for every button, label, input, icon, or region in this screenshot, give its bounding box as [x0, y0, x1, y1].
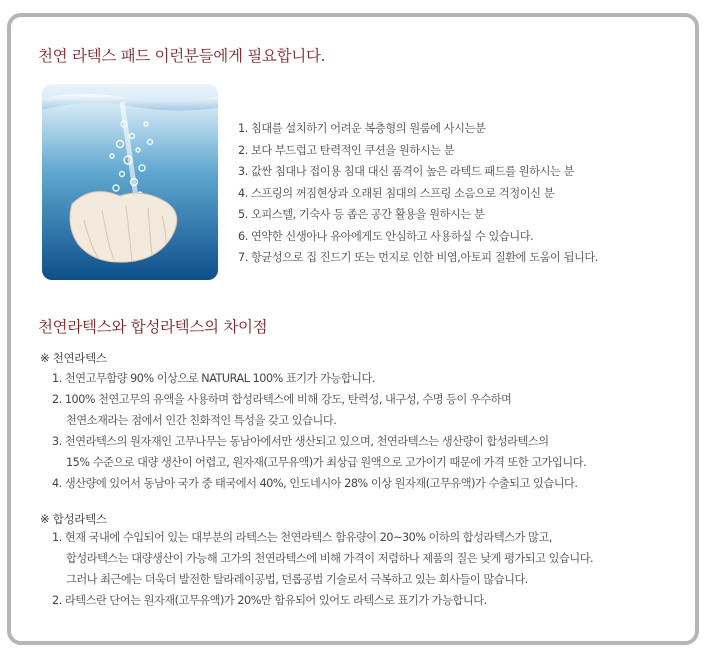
- list-item: 6. 연약한 신생아나 유아에게도 안심하고 사용하실 수 있습니다.: [238, 229, 534, 243]
- list-item: 2. 보다 부드럽고 탄력적인 쿠션을 원하시는 분: [238, 143, 455, 157]
- text-line: 3. 천연라텍스의 원자재인 고무나무는 동남아에서만 생산되고 있으며, 천연라텍스는 생산량이 합성라텍스의: [52, 435, 549, 448]
- synthetic-latex-text: [52, 527, 593, 611]
- synthetic-latex-heading: ※ 합성라텍스: [40, 512, 107, 526]
- text-line: 천연소재라는 점에서 인간 친화적인 특성을 갖고 있습니다.: [66, 414, 337, 427]
- text-line: 4. 생산량에 있어서 동남아 국가 중 태국에서 40%, 인도네시아 28% 이상 원자재(고무유액)가 수출되고 있습니다.: [52, 477, 578, 490]
- text-line: 그러나 최근에는 더욱더 발전한 탈라레이공법, 던롭공법 기술로서 극복하고 있는 회사들이 많습니다.: [66, 573, 528, 586]
- text-line: 합성라텍스는 대량생산이 가능해 고가의 천연라텍스에 비해 가격이 저렴하나 제품의 질은 낮게 평가되고 있습니다.: [66, 552, 594, 565]
- list-item: 7. 항균성으로 집 진드기 또는 먼지로 인한 비염,아토피 질환에 도움이 됩니다.: [238, 251, 598, 264]
- text-line: 15% 수준으로 대량 생산이 어렵고, 원자재(고무유액)가 최상급 원액으로 고가이기 때문에 가격 또한 고가입니다.: [66, 456, 587, 469]
- section-title-difference: 천연라텍스와 합성라텍스의 차이점: [38, 318, 268, 336]
- text-line: 2. 100% 천연고무의 유액을 사용하며 합성라텍스에 비해 강도, 탄력성, 내구성, 수명 등이 우수하며: [52, 393, 512, 406]
- text-line: 2. 라텍스란 단어는 원자재(고무유액)가 20%만 함유되어 있어도 라텍스로 표기가 가능합니다.: [52, 594, 487, 607]
- list-item: 3. 값싼 침대나 접이용 침대 대신 품격이 높은 라텍드 패드를 원하시는 분: [238, 165, 574, 178]
- text-line: 1. 천연고무함량 90% 이상으로 NATURAL 100% 표기가 가능합니다.: [52, 372, 375, 385]
- text-line: 1. 현재 국내에 수입되어 있는 대부분의 라텍스는 천연라텍스 함유량이 20~30% 이하의 합성라텍스가 많고,: [52, 531, 552, 544]
- list-item: 5. 오피스텔, 기숙사 등 좁은 공간 활용을 원하시는 분: [238, 208, 485, 221]
- natural-latex-heading: ※ 천연라텍스: [40, 351, 107, 365]
- list-item: 4. 스프링의 꺼짐현상과 오래된 침대의 스프링 소음으로 걱정이신 분: [238, 186, 555, 200]
- natural-latex-text: [52, 368, 586, 494]
- list-item: 1. 침대를 설치하기 어려운 복층형의 원룸에 사시는분: [238, 122, 486, 135]
- section-title-need: 천연 라텍스 패드 이런분들에게 필요합니다.: [38, 47, 326, 65]
- latex-water-image: [42, 84, 218, 280]
- need-list: [238, 118, 598, 269]
